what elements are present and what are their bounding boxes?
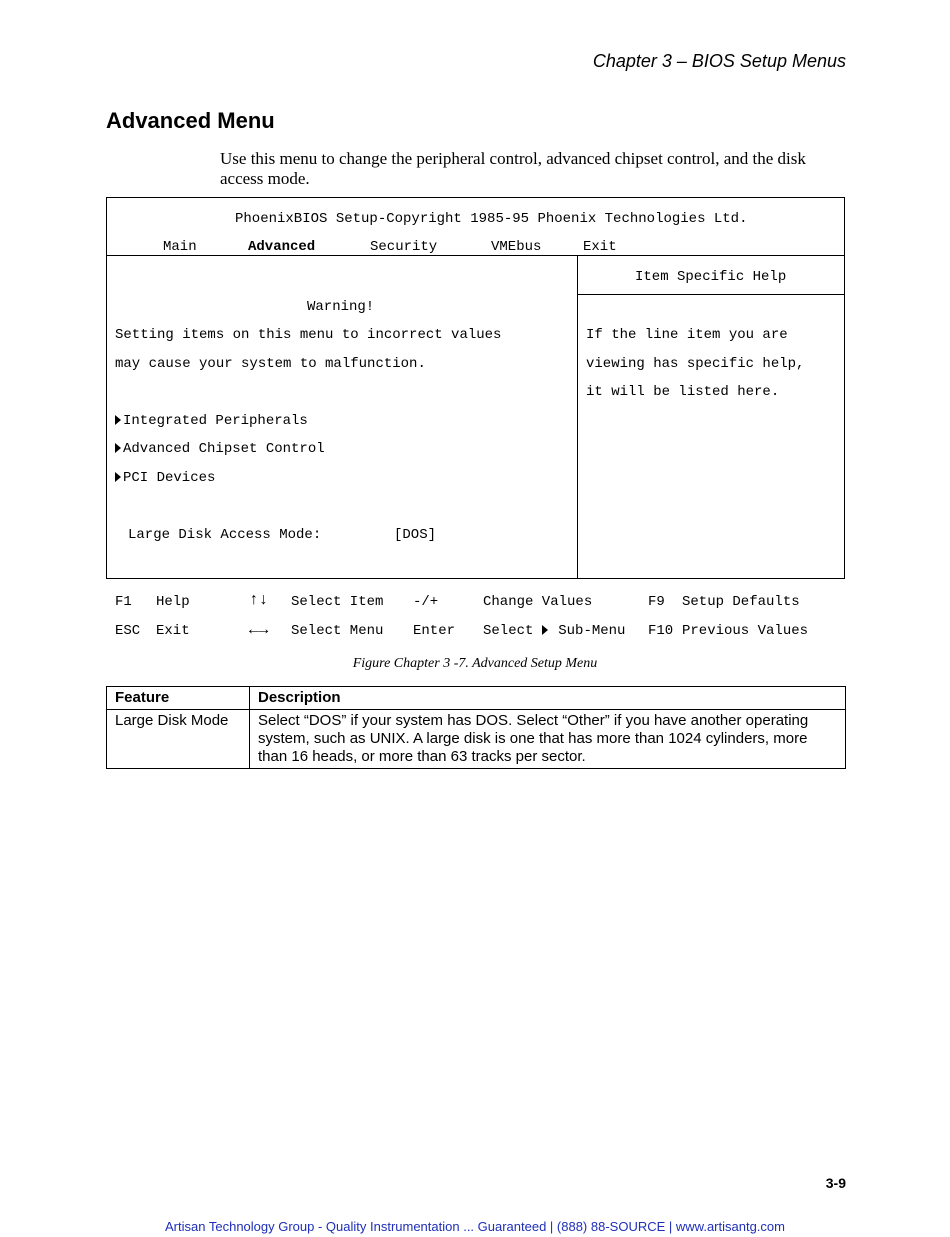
page-number: 3-9 [825, 1175, 846, 1191]
intro-paragraph: Use this menu to change the peripheral control, advanced chipset control, and the disk access mode. [220, 149, 806, 188]
submenu-arrow-icon [115, 443, 121, 453]
warning-line-2: may cause your system to malfunction. [115, 356, 426, 372]
key-f9-action: Setup Defaults [682, 594, 800, 610]
key-f1-action: Help [156, 594, 190, 610]
menu-tab-vmebus[interactable]: VMEbus [491, 239, 542, 255]
submenu-pci-devices[interactable]: PCI Devices [115, 470, 215, 486]
key-esc-action: Exit [156, 623, 190, 639]
help-line-1: If the line item you are [586, 327, 788, 343]
bios-copyright: PhoenixBIOS Setup-Copyright 1985-95 Phoenix Technologies Ltd. [235, 211, 748, 227]
submenu-arrow-icon [115, 472, 121, 482]
table-header-row [107, 687, 846, 710]
bios-screen [106, 197, 845, 579]
menu-tab-main[interactable]: Main [163, 239, 197, 255]
help-title-divider [577, 294, 844, 295]
left-right-arrows-icon: ←→ [249, 621, 269, 639]
section-title: Advanced Menu [106, 108, 275, 133]
up-down-arrows-icon: ↑↓ [249, 591, 269, 609]
menu-tab-advanced[interactable]: Advanced [248, 239, 316, 255]
warning-line-1: Setting items on this menu to incorrect values [115, 327, 502, 343]
feature-table [106, 686, 846, 769]
help-panel-divider [577, 255, 578, 578]
key-f1: F1 [115, 594, 132, 610]
help-line-2: viewing has specific help, [586, 356, 805, 372]
help-title: Item Specific Help [635, 269, 787, 285]
key-select-item-action: Select Item [291, 594, 384, 610]
menu-divider [107, 255, 844, 256]
large-disk-access-mode-value[interactable]: [DOS] [394, 527, 437, 543]
table-cell-description: Select “DOS” if your system has DOS. Select “Other” if you have another operating system, such as UNIX. A large disk is one that has more than 1024 cylinders, more than 16 heads, or more than 63 tracks per sector. [250, 710, 846, 769]
submenu-arrow-icon [115, 415, 121, 425]
footer-text[interactable]: Artisan Technology Group - Quality Instrumentation ... Guaranteed | (888) 88-SOURCE | www.artisantg.com [165, 1219, 785, 1234]
key-esc: ESC [115, 623, 141, 639]
menu-tab-exit[interactable]: Exit [583, 239, 617, 255]
menu-tab-security[interactable]: Security [370, 239, 438, 255]
table-header-description: Description [250, 687, 846, 710]
submenu-advanced-chipset-control[interactable]: Advanced Chipset Control [115, 441, 325, 457]
key-f9: F9 [648, 594, 665, 610]
table-header-feature: Feature [107, 687, 250, 710]
figure-caption: Figure Chapter 3 -7. Advanced Setup Menu [352, 656, 598, 671]
submenu-integrated-peripherals[interactable]: Integrated Peripherals [115, 413, 308, 429]
key-f10: F10 [648, 623, 674, 639]
table-cell-feature: Large Disk Mode [107, 710, 250, 769]
warning-title: Warning! [307, 299, 375, 315]
key-select-menu-action: Select Menu [291, 623, 384, 639]
key-enter: Enter [413, 623, 456, 639]
chapter-header: Chapter 3 – BIOS Setup Menus [592, 51, 846, 71]
table-row [107, 710, 846, 769]
submenu-arrow-icon [542, 625, 548, 635]
key-enter-action: Select Sub-Menu [483, 623, 626, 639]
key-change-values-action: Change Values [483, 594, 593, 610]
key-minus-plus: -/+ [413, 594, 439, 610]
key-f10-action: Previous Values [682, 623, 809, 639]
help-line-3: it will be listed here. [586, 384, 780, 400]
large-disk-access-mode-label: Large Disk Access Mode: [128, 527, 322, 543]
